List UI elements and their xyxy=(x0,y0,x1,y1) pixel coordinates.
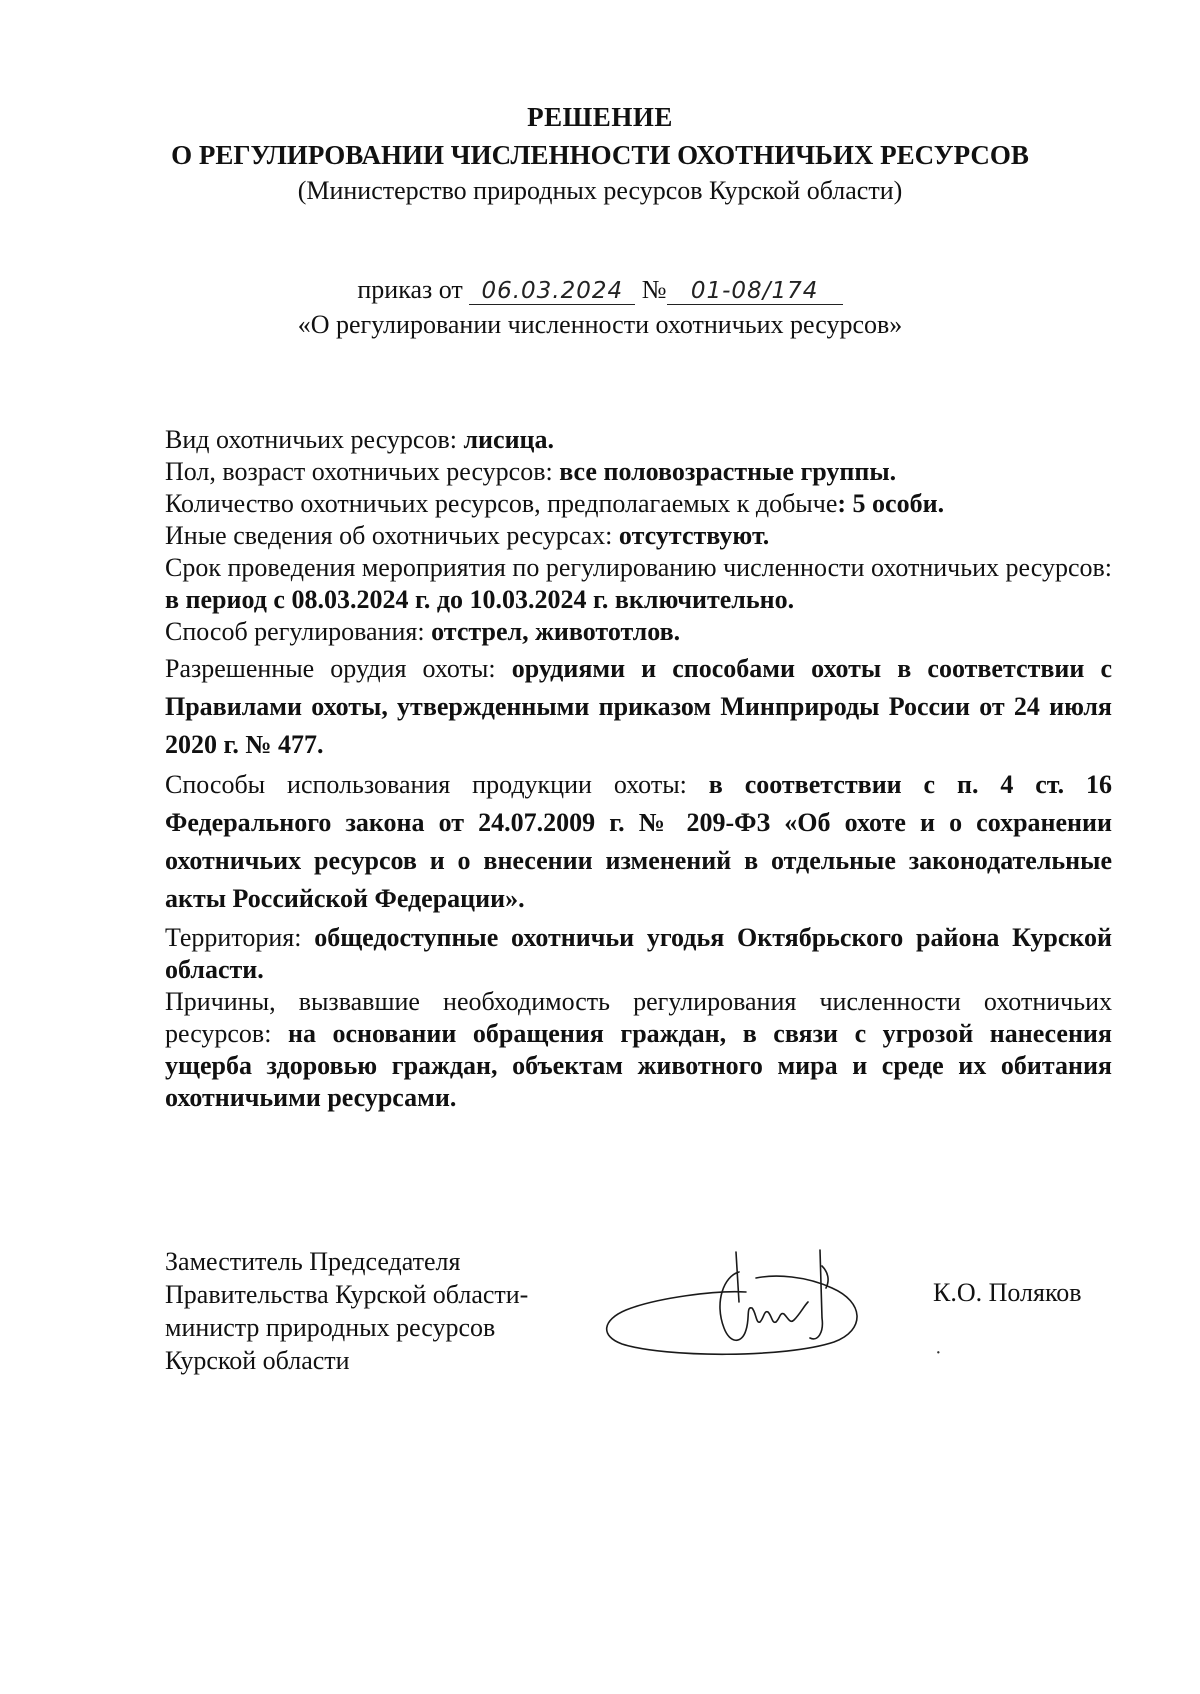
handwritten-signature xyxy=(596,1232,886,1362)
signer-name: К.О. Поляков xyxy=(933,1278,1082,1307)
organization-name: (Министерство природных ресурсов Курской области) xyxy=(297,176,903,205)
field-quantity: Количество охотничьих ресурсов, предполагаемых к добыче: 5 особи. xyxy=(165,489,945,518)
field-tools: Разрешенные орудия охоты: орудиями и способами охоты в соответствии с Правилами охоты, утвержденными приказом Минприроды России от 24 июля 2020 г. № 477. xyxy=(165,654,1113,759)
document-subtitle: О РЕГУЛИРОВАНИИ ЧИСЛЕННОСТИ ОХОТНИЧЬИХ РЕСУРСОВ xyxy=(171,140,1029,170)
order-number-sign: № xyxy=(641,275,667,304)
decision-body xyxy=(165,424,1112,1114)
scan-speck: · xyxy=(935,1342,942,1364)
order-prefix: приказ от xyxy=(357,275,463,304)
field-usage: Способы использования продукции охоты: в соответствии с п. 4 ст. 16 Федерального закона от 24.07.2009 г. № 209-ФЗ «Об охоте и о сохранении охотничьих ресурсов и о внесении изменений в отдельные законодательные акты Российской Федерации». xyxy=(165,770,1112,913)
field-period: Срок проведения мероприятия по регулированию численности охотничьих ресурсов: в период с 08.03.2024 г. до 10.03.2024 г. включительно. xyxy=(165,553,1112,614)
signer-position: Заместитель Председателя Правительства Курской области- министр природных ресурсов Курской области xyxy=(165,1247,529,1375)
field-territory: Территория: общедоступные охотничьи угодья Октябрьского района Курской области. xyxy=(165,923,1112,984)
field-species: Вид охотничьих ресурсов: лисица. xyxy=(165,425,555,454)
field-reasons: Причины, вызвавшие необходимость регулирования численности охотничьих ресурсов: на основании обращения граждан, в связи с угрозой нанесения ущерба здоровью граждан, объектам животного мира и среде их обитания охотничьими ресурсами. xyxy=(165,987,1112,1112)
order-number-handwritten: 01-08/174 xyxy=(667,278,843,305)
field-sex-age: Пол, возраст охотничьих ресурсов: все половозрастные группы. xyxy=(165,457,897,486)
order-reference xyxy=(0,275,1200,305)
field-method: Способ регулирования: отстрел, живототлов. xyxy=(165,617,681,646)
document-title: РЕШЕНИЕ xyxy=(527,102,673,132)
order-title: «О регулировании численности охотничьих ресурсов» xyxy=(297,310,903,339)
order-date-handwritten: 06.03.2024 xyxy=(469,278,635,305)
field-other-info: Иные сведения об охотничьих ресурсах: отсутствуют. xyxy=(165,521,770,550)
